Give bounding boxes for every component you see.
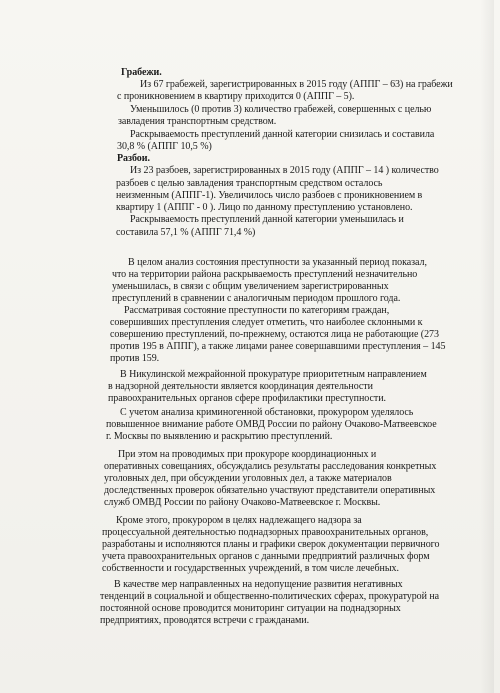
heading-armed-robberies: Разбои. — [117, 153, 150, 164]
text-line: Из 67 грабежей, зарегистрированных в 2015 году (АППГ – 63) на грабежи — [140, 79, 453, 90]
text-line: разработаны и исполняются планы и графики сверок документации первичного — [102, 539, 440, 550]
text-line: разбоев с целью завладения транспортным средством осталось — [116, 178, 383, 189]
text-line: Раскрываемость преступлений данной категории уменьшилась и — [130, 214, 404, 225]
text-line: неизменным (АППГ-1). Увеличилось число разбоев с проникновением в — [116, 190, 423, 201]
text-line: 30,8 % (АППГ 10,5 %) — [117, 141, 212, 152]
text-line: служб ОМВД России по району Очаково-Матвеевское г. Москвы. — [104, 497, 381, 508]
text-line: совершивших преступления следует отметить, что наиболее склонными к — [110, 317, 423, 328]
text-line: г. Москвы по выявлению и раскрытию преступлений. — [106, 431, 333, 442]
text-line: постоянной основе проводится мониторинг ситуации на поднадзорных — [100, 603, 401, 614]
text-line: предприятиях, проводятся встречи с гражданами. — [100, 615, 310, 626]
text-line: Из 23 разбоев, зарегистрированных в 2015 году (АППГ – 14 ) количество — [130, 165, 439, 176]
text-line: процессуальной деятельностью поднадзорных правоохранительных органов, — [102, 527, 429, 538]
text-line: оперативных совещаниях, обсуждались результаты расследования конкретных — [104, 461, 437, 472]
text-line: С учетом анализа криминогенной обстановки, прокурором уделялось — [120, 407, 414, 418]
text-line: уголовных дел, при обсуждении уголовных дел, а также материалов — [104, 473, 392, 484]
text-line: учета правоохранительных органов с данными предприятий различных форм — [102, 551, 430, 562]
text-line: с проникновением в квартиру приходится 0 (АППГ – 5). — [117, 91, 355, 102]
text-line: составила 57,1 % (АППГ 71,4 %) — [116, 227, 256, 238]
text-line: Рассматривая состояние преступности по категориям граждан, — [124, 305, 390, 316]
text-line: повышенное внимание работе ОМВД России по району Очаково-Матвеевское — [106, 419, 437, 430]
text-line: против 195 в АППГ), а также лицами ранее совершавшими преступления – 145 — [110, 341, 446, 352]
text-line: доследственных проверок обязательно участвуют представители оперативных — [104, 485, 436, 496]
text-line: совершению преступлений, по-прежнему, остаются лица не работающие (273 — [110, 329, 439, 340]
heading-robberies: Грабежи. — [121, 67, 162, 78]
text-line: Кроме этого, прокурором в целях надлежащего надзора за — [116, 515, 362, 526]
text-line: что на территории района раскрываемость преступлений незначительно — [112, 269, 418, 280]
text-line: В целом анализ состояния преступности за указанный период показал, — [128, 257, 427, 268]
text-line: В Никулинской межрайонной прокуратуре приоритетным направлением — [120, 369, 427, 380]
text-line: уменьшилась, в связи с общим увеличением зарегистрированных — [112, 281, 389, 292]
text-line: против 159. — [110, 353, 160, 364]
text-line: завладения транспортным средством. — [118, 116, 277, 127]
text-line: в надзорной деятельности является координация деятельности — [108, 381, 373, 392]
scan-edge-shadow — [480, 0, 494, 693]
text-line: При этом на проводимых при прокуроре координационных и — [118, 449, 377, 460]
text-line: собственности и государственных учреждений, в том числе лечебных. — [102, 563, 399, 574]
text-line: В качестве мер направленных на недопущение развития негативных — [114, 579, 403, 590]
text-line: правоохранительных органов сфере профилактики преступности. — [108, 393, 386, 404]
text-line: Раскрываемость преступлений данной категории снизилась и составила — [130, 129, 435, 140]
text-line: Уменьшилось (0 против 3) количество грабежей, совершенных с целью — [130, 104, 432, 115]
text-line: преступлений в сравнении с аналогичным периодом прошлого года. — [112, 293, 401, 304]
text-line: квартиру 1 (АППГ - 0 ). Лицо по данному преступлению установлено. — [116, 202, 413, 213]
text-line: тенденций в социальной и общественно-политических сферах, прокуратурой на — [100, 591, 440, 602]
